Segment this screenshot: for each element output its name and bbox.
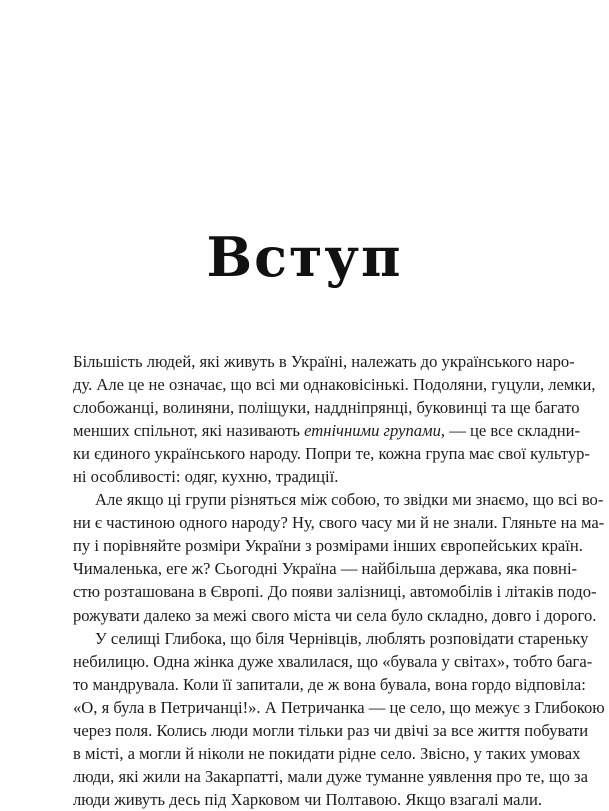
text-line: «О, я була в Петричанці!». А Петричанка — це село, що межує з Глибокою xyxy=(73,697,605,717)
text-line: в місті, а могли й ніколи не покидати рідне село. Звісно, у таких умовах xyxy=(73,743,581,763)
body-text xyxy=(73,350,605,811)
text-line: люди живуть десь під Харковом чи Полтавою. Якщо взагалі мали. xyxy=(73,789,542,809)
text-line: ні особливості: одяг, кухню, традиції. xyxy=(73,467,339,487)
text-line: небилицю. Одна жінка дуже хвалилася, що «бувала у світах», тобто бага- xyxy=(73,651,593,671)
text-line: рожувати далеко за межі свого міста чи села було складно, довго і дорого. xyxy=(73,605,597,625)
text-line: Але якщо ці групи різняться між собою, то звідки ми знаємо, що всі во- xyxy=(95,490,604,510)
text-line: У селищі Глибока, що біля Чернівців, люблять розповідати стареньку xyxy=(95,628,589,648)
text-line: Більшість людей, які живуть в Україні, належать до українського наро- xyxy=(73,352,575,371)
text-line: ду. Але це не означає, що всі ми однаковісінькі. Подоляни, гуцули, лемки, xyxy=(73,375,596,395)
text-line: пу і порівняйте розміри України з розмірами інших європейських країн. xyxy=(73,536,583,556)
italic-term: етнічними групами, xyxy=(304,421,446,441)
text-line: ки єдиного українського народу. Попри те, кожна група має свої культур- xyxy=(73,444,590,464)
text-line: Чималенька, еге ж? Сьогодні Україна — найбільша держава, яка повні- xyxy=(73,559,578,579)
text-line: через поля. Колись люди могли тільки раз чи двічі за все життя побувати xyxy=(73,720,589,740)
chapter-title: Вступ xyxy=(206,225,403,289)
text-segment: менших спільнот, які називають xyxy=(73,421,305,441)
text-line: то мандрувала. Коли її запитали, де ж вона бувала, вона гордо відповіла: xyxy=(73,674,586,694)
text-line: стю розташована в Європі. До появи залізниці, автомобілів і літаків подо- xyxy=(73,582,597,602)
text-line xyxy=(73,419,580,442)
text-line: ни є частиною одного народу? Ну, свого часу ми й не знали. Гляньте на ма- xyxy=(73,513,605,533)
text-line: слобожанці, волиняни, поліщуки, наддніпрянці, буковинці та ще багато xyxy=(73,398,580,418)
text-line: люди, які жили на Закарпатті, мали дуже туманне уявлення про те, що за xyxy=(73,766,588,786)
text-segment: — це все складни- xyxy=(445,421,580,441)
